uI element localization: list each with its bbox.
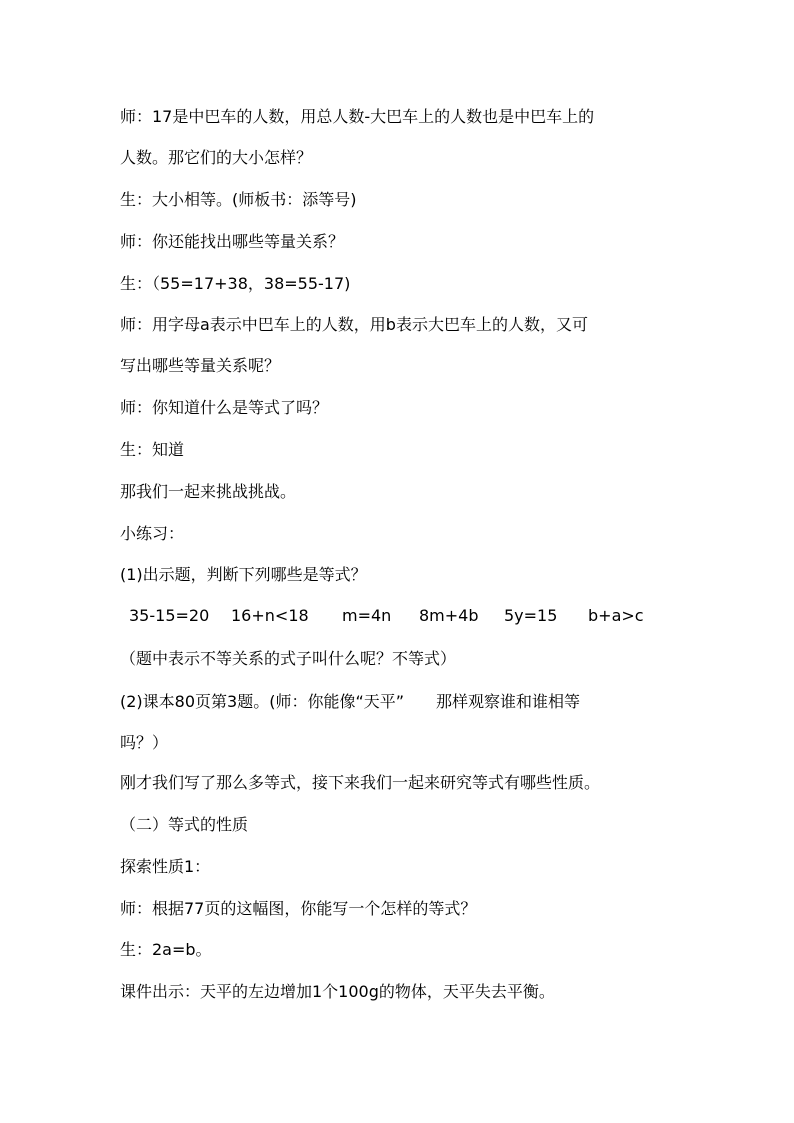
text-line: 师：根据77页的这幅图，你能写一个怎样的等式？	[120, 899, 477, 918]
text-line: 生：（55=17+38，38=55-17)	[120, 274, 351, 293]
text-line: 师：17是中巴车的人数，用总人数-大巴车上的人数也是中巴车上的	[120, 107, 595, 126]
formula: m=4n	[342, 606, 392, 625]
text-line: 生：知道	[120, 440, 185, 459]
formula: 5y=15	[504, 606, 558, 625]
text-line: 师：你还能找出哪些等量关系？	[120, 232, 345, 251]
formula: 16+n<18	[231, 606, 309, 625]
text-line: 课件出示：天平的左边增加1个100g的物体，天平失去平衡。	[120, 982, 555, 1001]
text-line: 小练习：	[120, 524, 185, 543]
text-line: 吗？）	[120, 733, 169, 752]
text-line: 生：2a=b。	[120, 940, 212, 959]
text-line: （题中表示不等关系的式子叫什么呢？不等式）	[120, 649, 457, 668]
formula: 35-15=20	[129, 606, 210, 625]
text-line: 写出哪些等量关系呢？	[120, 356, 281, 375]
section-heading: （二）等式的性质	[120, 815, 249, 834]
text-line: 生：大小相等。(师板书：添等号)	[120, 190, 357, 209]
text-line: 师：你知道什么是等式了吗？	[120, 398, 329, 417]
formula: 8m+4b	[419, 606, 479, 625]
text-line: 刚才我们写了那么多等式，接下来我们一起来研究等式有哪些性质。	[120, 773, 601, 792]
text-line: 人数。那它们的大小怎样？	[120, 148, 313, 167]
text-line: 师：用字母a表示中巴车上的人数，用b表示大巴车上的人数，又可	[120, 315, 588, 334]
text-line: (1)出示题，判断下列哪些是等式？	[120, 565, 367, 584]
text-line: (2)课本80页第3题。(师：你能像“天平” 那样观察谁和谁相等	[120, 692, 581, 711]
text-line: 探索性质1：	[120, 857, 211, 876]
formula: b+a>c	[588, 606, 644, 625]
text-line: 那我们一起来挑战挑战。	[120, 482, 297, 501]
